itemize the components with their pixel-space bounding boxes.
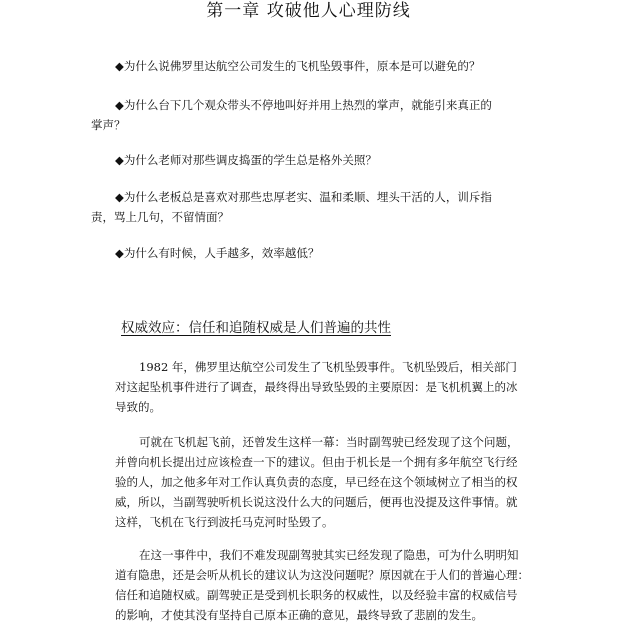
- question-3: [91, 150, 533, 170]
- question-1: [91, 56, 533, 76]
- question-line: ◆为什么说佛罗里达航空公司发生的飞机坠毁事件，原本是可以避免的？: [115, 59, 481, 73]
- paragraph-line: 在这一事件中，我们不难发现副驾驶其实已经发现了隐患，可为什么明明知: [139, 548, 519, 562]
- paragraph-2: [91, 432, 531, 532]
- paragraph-line: 的影响，才使其没有坚持自己原本正确的意见，最终导致了悲剧的发生。: [115, 608, 483, 622]
- chapter-title: 第一章 攻破他人心理防线: [206, 1, 411, 21]
- question-line: 掌声？: [91, 118, 126, 132]
- question-line: ◆为什么有时候，人手越多，效率越低？: [115, 246, 320, 260]
- paragraph-line: 验的人，加之他多年对工作认真负责的态度，早已经在这个领域树立了相当的权: [115, 475, 518, 489]
- question-line: ◆为什么老板总是喜欢对那些忠厚老实、温和柔顺、埋头干活的人，训斥指: [115, 190, 492, 204]
- question-line: ◆为什么台下几个观众带头不停地叫好并用上热烈的掌声，就能引来真正的: [115, 98, 492, 112]
- paragraph-line: 1982 年，佛罗里达航空公司发生了飞机坠毁事件。飞机坠毁后，相关部门: [139, 360, 517, 374]
- paragraph-3: [91, 545, 531, 625]
- question-line: 责，骂上几句，不留情面？: [91, 210, 229, 224]
- question-5: [91, 243, 533, 263]
- paragraph-line: 导致的。: [115, 400, 161, 414]
- paragraph-line: 对这起坠机事件进行了调查，最终得出导致坠毁的主要原因：是飞机机翼上的冰: [115, 380, 518, 394]
- question-4: [91, 187, 533, 227]
- paragraph-line: 信任和追随权威。副驾驶正是受到机长职务的权威性，以及经验丰富的权威信号: [115, 588, 518, 602]
- paragraph-line: 道有隐患，还是会听从机长的建议认为这没问题呢？原因就在于人们的普遍心理：: [115, 568, 529, 582]
- question-line: ◆为什么老师对那些调皮捣蛋的学生总是格外关照？: [115, 153, 377, 167]
- paragraph-line: 可就在飞机起飞前，还曾发生这样一幕：当时副驾驶已经发现了这个问题，: [139, 435, 519, 449]
- paragraph-1: [91, 357, 531, 417]
- paragraph-line: 并曾向机长提出过应该检查一下的建议。但由于机长是一个拥有多年航空飞行经: [115, 455, 518, 469]
- paragraph-line: 威，所以，当副驾驶听机长说这没什么大的问题后，便再也没提及这件事情。就: [115, 495, 518, 509]
- question-2: [91, 95, 533, 135]
- section-heading: 权威效应：信任和追随权威是人们普遍的共性: [121, 320, 391, 336]
- paragraph-line: 这样，飞机在飞行到波托马克河时坠毁了。: [115, 515, 334, 529]
